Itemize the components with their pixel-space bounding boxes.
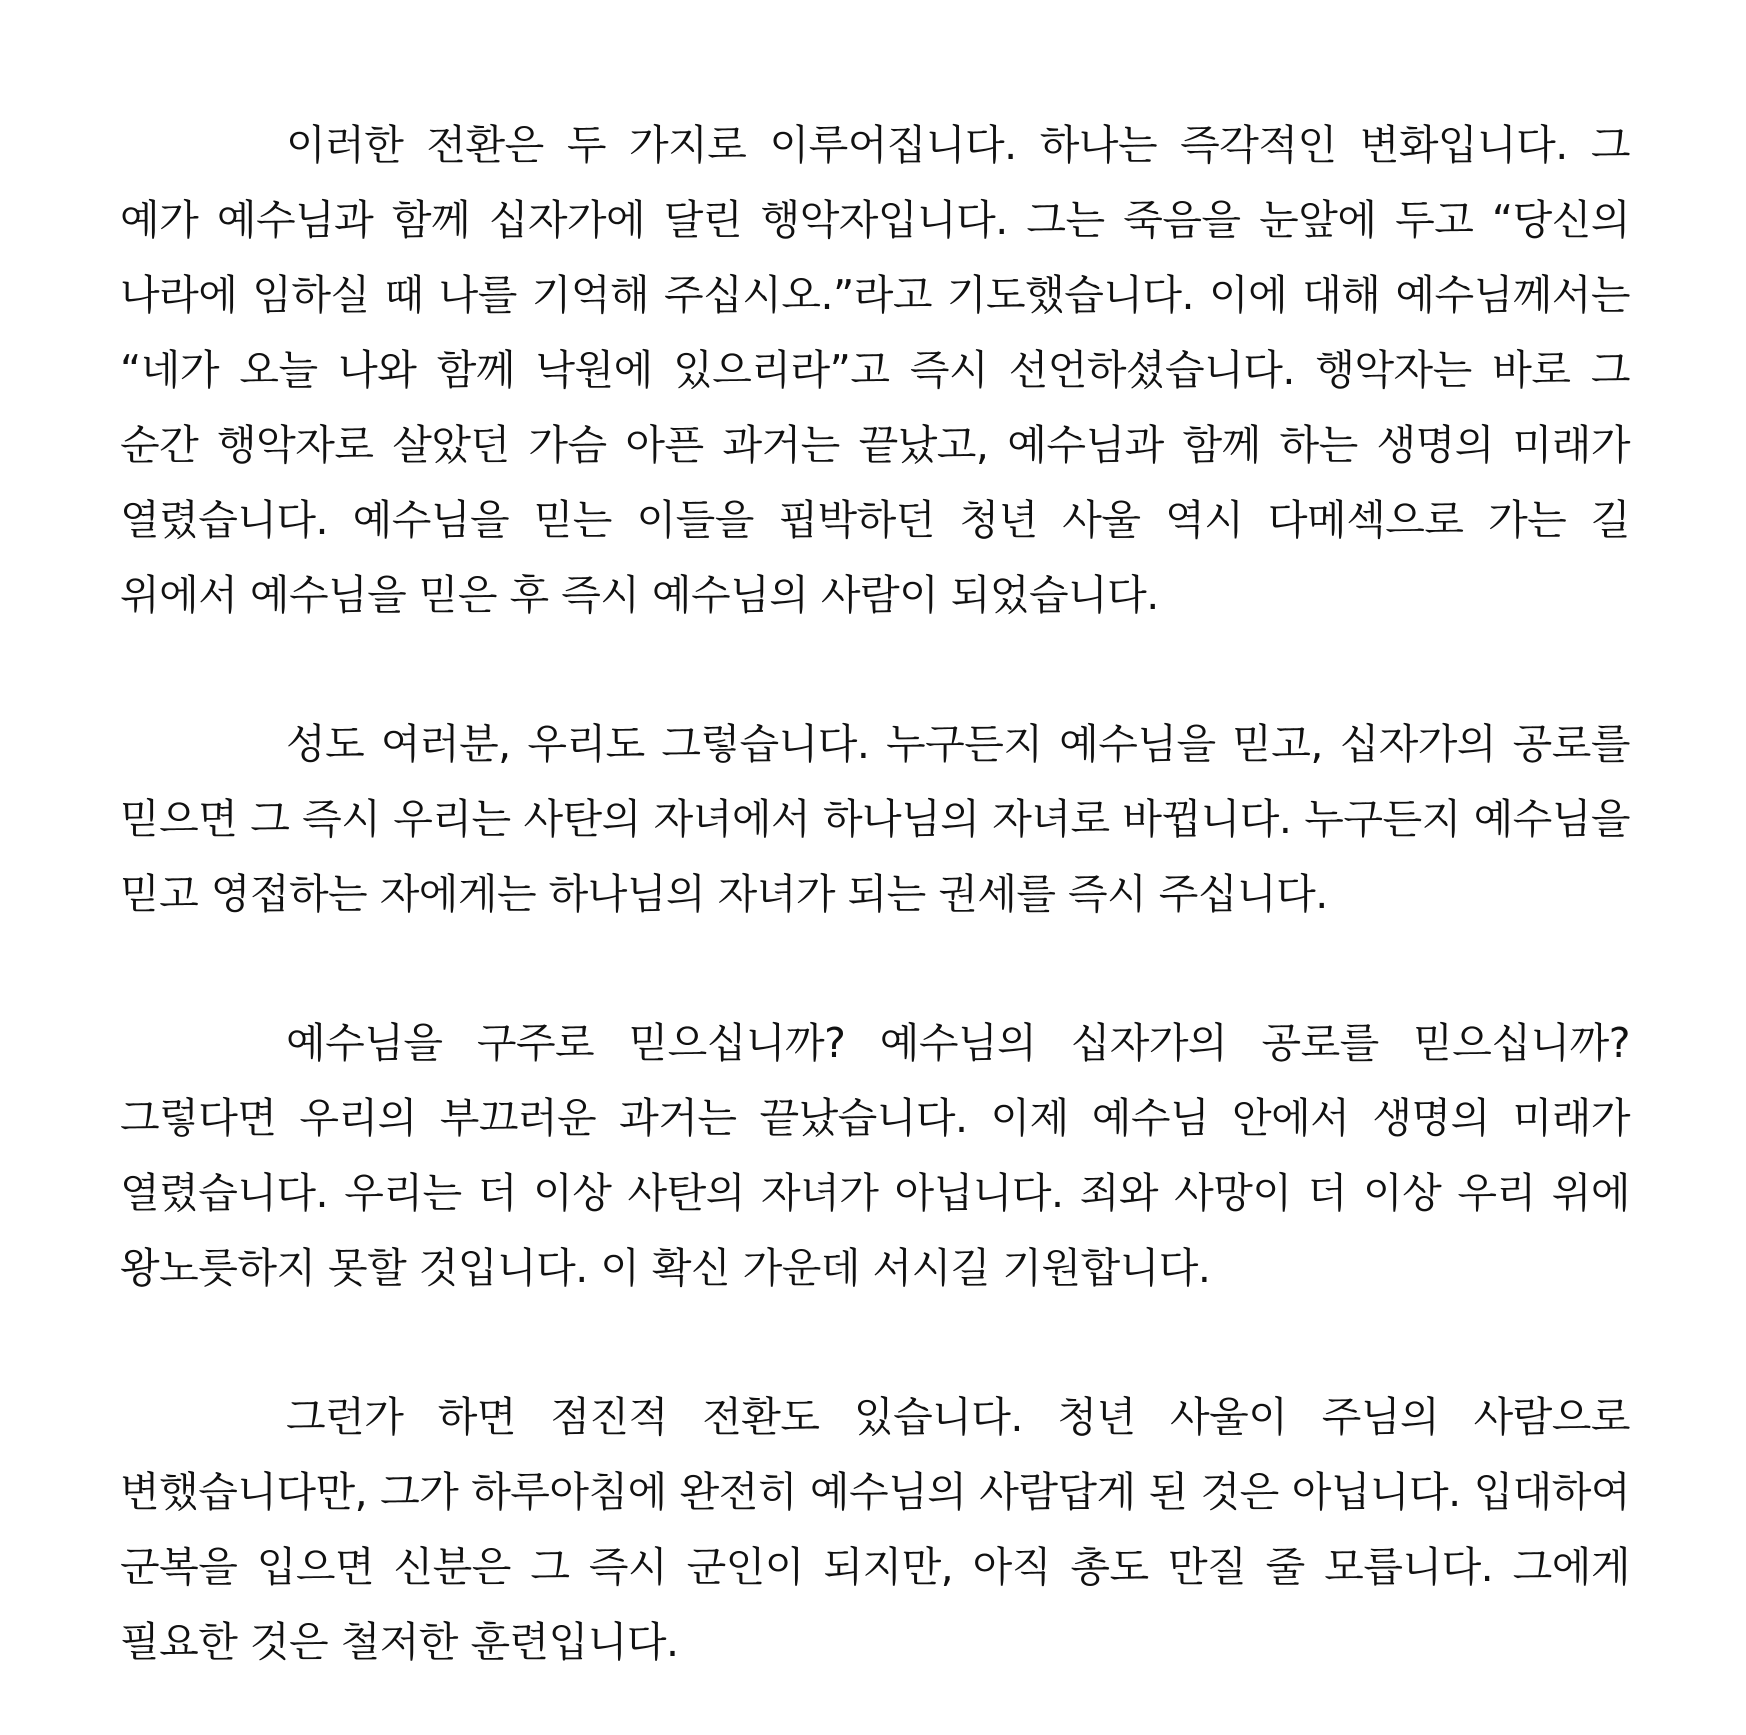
paragraph-immediate-change: 이러한 전환은 두 가지로 이루어집니다. 하나는 즉각적인 변화입니다. 그 예가 예수님과 함께 십자가에 달린 행악자입니다. 그는 죽음을 눈앞에 두고 “당신의 나라에 임하실 때 나를 기억해 주십시오.”라고 기도했습니다. 이에 대해 예수님께서는 “네가 오늘 나와 함께 낙원에 있으리라”고 즉시 선언하셨습니다. 행악자는 바로 그 순간 행악자로 살았던 가슴 아픈 과거는 끝났고, 예수님과 함께 하는 생명의 미래가 열렸습니다. 예수님을 믿는 이들을 핍박하던 청년 사울 역시 다메섹으로 가는 길 위에서 예수님을 믿은 후 즉시 예수님의 사람이 되었습니다. [120,121,1630,619]
paragraph-gradual-change: 그런가 하면 점진적 전환도 있습니다. 청년 사울이 주님의 사람으로 변했습니다만, 그가 하루아침에 완전히 예수님의 사람답게 된 것은 아닙니다. 입대하여 군복을 입으면 신분은 그 즉시 군인이 되지만, 아직 총도 만질 줄 모릅니다. 그에게 필요한 것은 철저한 훈련입니다. [120,1393,1630,1666]
paragraph-question: 예수님을 구주로 믿으십니까? 예수님의 십자가의 공로를 믿으십니까? 그렇다면 우리의 부끄러운 과거는 끝났습니다. 이제 예수님 안에서 생명의 미래가 열렸습니다. 우리는 더 이상 사탄의 자녀가 아닙니다. 죄와 사망이 더 이상 우리 위에 왕노릇하지 못할 것입니다. 이 확신 가운데 서시길 기원합니다. [120,1019,1630,1292]
paragraph-believers: 성도 여러분, 우리도 그렇습니다. 누구든지 예수님을 믿고, 십자가의 공로를 믿으면 그 즉시 우리는 사탄의 자녀에서 하나님의 자녀로 바뀝니다. 누구든지 예수님을 믿고 영접하는 자에게는 하나님의 자녀가 되는 권세를 즉시 주십니다. [120,720,1630,918]
